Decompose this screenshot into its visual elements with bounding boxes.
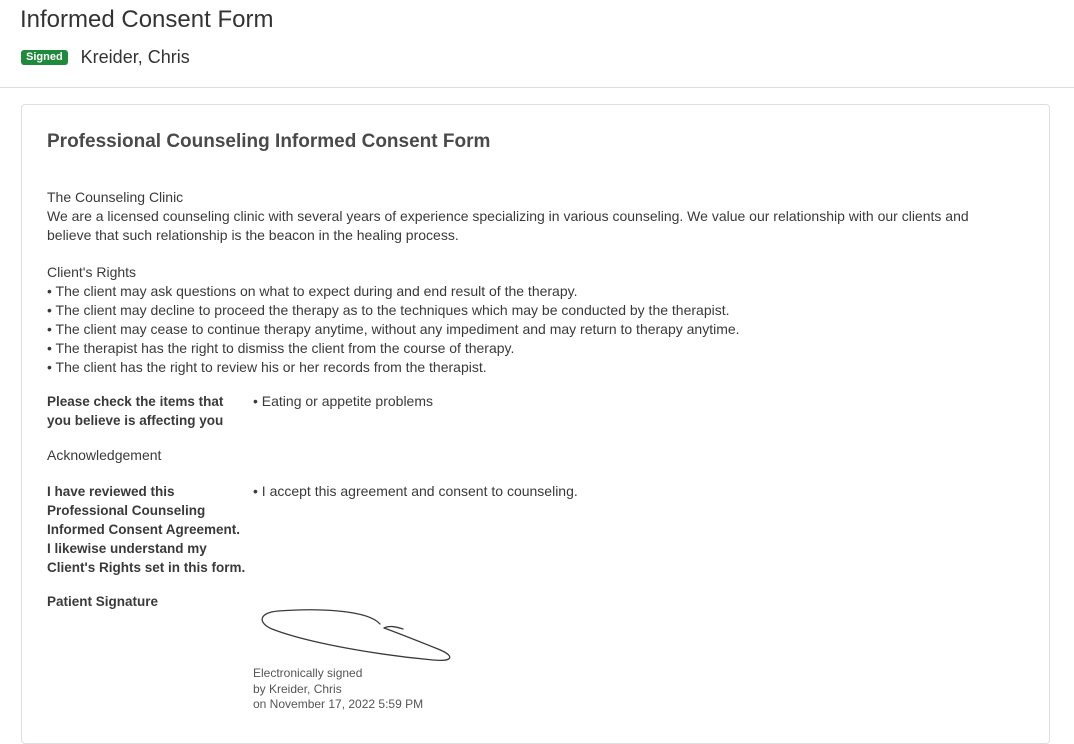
status-badge: Signed [21, 50, 68, 65]
signature-image [258, 605, 458, 665]
signature-line: Electronically signed [253, 666, 363, 680]
rights-item: • The client may decline to proceed the therapy as to the techniques which may be conducted by the therapist. [47, 302, 730, 318]
patient-name: Kreider, Chris [80, 47, 190, 67]
intro-heading: The Counseling Clinic [47, 189, 184, 205]
signature-line: by Kreider, Chris [253, 681, 342, 696]
rights-section [47, 263, 1007, 377]
signature-label: Patient Signature [47, 594, 159, 609]
affecting-label: Please check the items that you believe is affecting you [47, 394, 224, 428]
rights-item: • The client may ask questions on what to expect during and end result of the therapy. [47, 283, 578, 299]
page-title: Informed Consent Form [20, 6, 274, 33]
consent-form-card [21, 104, 1050, 744]
rights-heading: Client's Rights [47, 264, 137, 280]
signature-line: on November 17, 2022 5:59 PM [253, 697, 424, 711]
patient-header [21, 46, 190, 68]
affecting-value: • Eating or appetite problems [253, 393, 434, 409]
acknowledgement-label: I have reviewed this Professional Counseling Informed Consent Agreement. I likewise understand my Client's Rights set in this form. [47, 484, 246, 575]
rights-item: • The therapist has the right to dismiss the client from the course of therapy. [47, 340, 515, 356]
rights-item: • The client has the right to review his or her records from the therapist. [47, 359, 487, 375]
header-divider [0, 87, 1074, 88]
acknowledgement-value: • I accept this agreement and consent to counseling. [253, 483, 578, 499]
signature-meta [253, 666, 423, 713]
form-title: Professional Counseling Informed Consent Form [47, 131, 491, 152]
intro-section [47, 188, 1007, 245]
rights-item: • The client may cease to continue therapy anytime, without any impediment and may return to therapy anytime. [47, 321, 740, 337]
intro-paragraph: We are a licensed counseling clinic with several years of experience specializing in various counseling. We value our relationship with our clients and believe that such relationship is the beacon in the healing process. [47, 208, 969, 243]
acknowledgement-heading: Acknowledgement [47, 447, 162, 463]
